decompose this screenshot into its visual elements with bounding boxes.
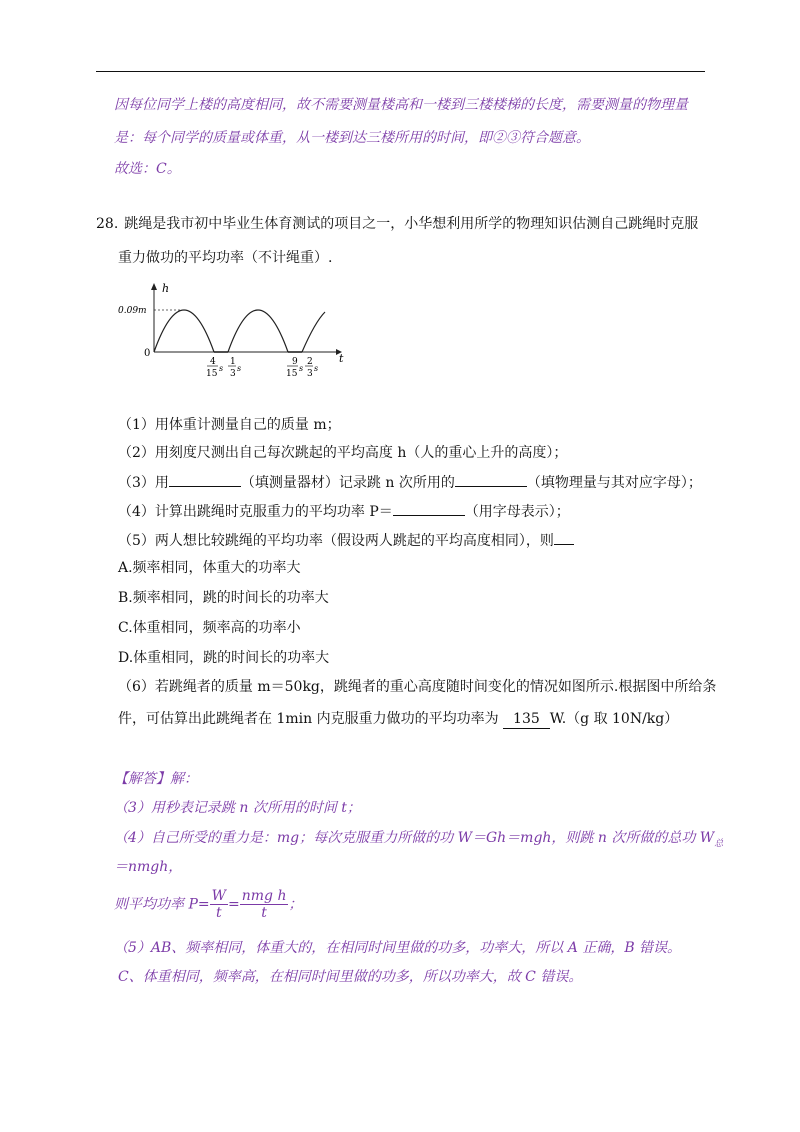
step3-blank2 (455, 472, 527, 487)
tick4-num: 2 (307, 357, 313, 367)
step3-suffix: （填物理量与其对应字母）； (526, 475, 702, 491)
option-b: B.频率相同，跳的时间长的功率大 (118, 590, 329, 606)
header-rule (96, 71, 705, 72)
tick2-unit: s (237, 364, 242, 373)
option-d: D.体重相同，跳的时间长的功率大 (118, 650, 330, 666)
solution-power-formula (114, 888, 302, 921)
tick1-unit: s (219, 364, 224, 373)
step6-line1: （6）若跳绳者的质量 m＝50kg，跳绳者的重心高度随时间变化的情况如图所示.根据图中所给条 (118, 679, 717, 695)
jump-curve-2 (228, 310, 288, 352)
solution-step5-line2: C、体重相同，频率高，在相同时间里做的功多，所以功率大，故 C 错误。 (118, 969, 583, 985)
option-c: C.体重相同，频率高的功率小 (118, 620, 301, 636)
step2: （2）用刻度尺测出自己每次跳起的平均高度 h（人的重心上升的高度）； (118, 445, 568, 461)
height-time-graph (118, 280, 360, 390)
fraction2-num: nmg h (241, 888, 287, 904)
solution-step4-sub: 总 (714, 838, 724, 849)
tick1-num: 4 (210, 357, 216, 367)
step3-prefix: （3）用 (118, 475, 169, 491)
prev-solution-line1: 因每位同学上楼的高度相同，故不需要测量楼高和一楼到三楼楼梯的长度，需要测量的物理量 (114, 97, 688, 113)
h-axis-label: h (162, 282, 170, 295)
tick2-den: 3 (230, 369, 236, 379)
option-a: A.频率相同，体重大的功率大 (118, 560, 301, 576)
solution-step4-line2: ＝nmgh， (114, 859, 183, 875)
solution-header: 【解答】解： (114, 771, 198, 787)
jump-curve-3 (302, 312, 325, 352)
step5 (118, 530, 574, 550)
h-axis-arrow (151, 283, 157, 290)
step4-suffix: （用字母表示）； (464, 504, 570, 520)
tick1-den: 15 (206, 369, 218, 379)
question-stem-line2: 重力做功的平均功率（不计绳重）. (118, 250, 333, 266)
formula-equals: = (228, 896, 240, 913)
question-number: 28. (96, 216, 119, 232)
question-stem-text1: 跳绳是我市初中毕业生体育测试的项目之一，小华想利用所学的物理知识估测自己跳绳时克服 (124, 216, 699, 232)
step3-blank1 (169, 472, 241, 487)
tick3-den: 15 (286, 369, 298, 379)
solution-step4-line1 (114, 829, 723, 853)
tick3-unit: s (299, 364, 304, 373)
prev-solution-line3: 故选：C。 (114, 161, 181, 177)
fraction2-den: t (261, 905, 267, 921)
step3 (118, 472, 702, 492)
step3-middle: （填测量器材）记录跳 n 次所用的 (240, 475, 455, 491)
h-value-label: 0.09m (118, 306, 147, 316)
solution-step3: （3）用秒表记录跳 n 次所用的时间 t； (114, 800, 361, 816)
solution-step5-line1: （5）AB、频率相同，体重大的，在相同时间里做的功多，功率大，所以 A 正确，B 错误。 (114, 940, 682, 956)
step1: （1）用体重计测量自己的质量 m； (118, 417, 341, 433)
step6-line2 (118, 710, 678, 729)
tick4-den: 3 (307, 369, 313, 379)
solution-step4-text: （4）自己所受的重力是：mg；每次克服重力所做的功 W＝Gh＝mgh，则跳 n 次所做的总功 W (114, 830, 715, 846)
formula-end: ； (288, 896, 303, 913)
step4-prefix: （4）计算出跳绳时克服重力的平均功率 P＝ (118, 504, 393, 520)
fraction-nmgh-over-t (240, 888, 289, 921)
tick2-num: 1 (230, 357, 236, 367)
tick3-num: 9 (292, 357, 298, 367)
step4 (118, 501, 570, 521)
step5-blank (554, 530, 574, 545)
question-stem-line1 (96, 215, 698, 233)
step6-suffix: W.（g 取 10N/kg） (549, 711, 679, 727)
jump-curve-1 (154, 310, 214, 352)
formula-prefix: 则平均功率 P= (114, 896, 210, 913)
origin-label: 0 (144, 348, 151, 359)
prev-solution-line2: 是：每个同学的质量或体重，从一楼到达三楼所用的时间，即②③符合题意。 (114, 130, 590, 146)
step5-text: （5）两人想比较跳绳的平均功率（假设两人跳起的平均高度相同），则 (118, 533, 554, 549)
fraction1-num: W (211, 888, 226, 904)
step4-blank (393, 501, 465, 516)
tick4-unit: s (314, 364, 319, 373)
step6-text: 件，可估算出此跳绳者在 1min 内克服重力做功的平均功率为 (118, 711, 499, 727)
fraction1-den: t (215, 905, 222, 921)
t-axis-label: t (339, 352, 344, 365)
step6-answer: 135 (503, 710, 550, 729)
fraction-w-over-t (210, 888, 228, 921)
